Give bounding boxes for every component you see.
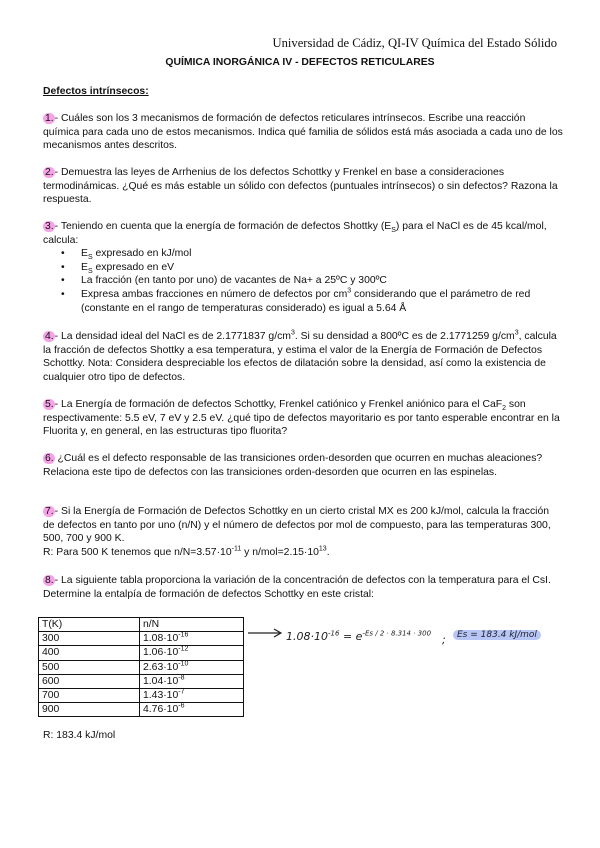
table-row [39, 632, 244, 646]
list-item: • Expresa ambas fracciones en número de defectos por $cm^3$ considerando que el parámetro de red (constante en el rango de temperaturas considerado) es igual a 5.64 Å [81, 288, 563, 315]
question-4: 4.- La densidad ideal del NaCl es de 2.1771837 $g/cm^3$. Si su densidad a 800ºC es de 2.1771259 $g/cm^3$, calcula la fracción de defectos Shottky a esa temperatura, y estima el valor de la Energía de Formación de Defectos Schottky. Nota: Considera despreciable los efectos de dilatación sobre la densidad, así como la existencia de cualquier otro tipo de defectos. [43, 329, 557, 383]
question-3: 3.- Teniendo en cuenta que la energía de formación de defectos Shottky $(E_S)$ para el NaCl es de 45 kcal/mol, calcula: • $E_S$ expresado en kJ/mol • $E_S$ expresado en eV • La fracción (en tanto por uno) de vacantes de Na+ a 25ºC y 300ºC • Expresa ambas fracciones en número de defectos por $cm^3$ considerando que el parámetro de red (constante en el rango de temperaturas considerado) es igual a 5.64 Å [43, 220, 563, 315]
table-cell: $4.76\cdot 10^{-6}$ [140, 703, 244, 717]
question-8: 8.- La siguiente tabla proporciona la variación de la concentración de defectos con la temperatura para el CsI. Determine la entalpía de formación de defectos Schottky en este cristal: [43, 575, 551, 600]
question-number: 6. [45, 453, 54, 464]
question-number: 5. [45, 399, 54, 410]
table-cell: 500 [39, 660, 140, 674]
table-header: T(K) [39, 618, 140, 632]
table-cell: 900 [39, 703, 140, 717]
table-row [39, 703, 244, 717]
question-7-answer: R: Para 500 K tenemos que $n/N=3.57\cdot 10^{-11}$ y $n/mol=2.15\cdot 10^{13}$. [43, 545, 330, 558]
question-5: 5.- La Energía de formación de defectos Schottky, Frenkel catiónico y Frenkel aniónico para el CaF$_2$ son respectivamente: 5.5 eV, 7 eV y 2.5 eV. ¿qué tipo de defectos mayoritario es por tanto esperable encontrar en la Fluorita y, en general, en las estructuras tipo fluorita? [43, 399, 560, 438]
table-cell: 700 [39, 689, 140, 703]
question-number: 3. [45, 221, 54, 232]
page-header: Universidad de Cádiz, QI-IV Química del Estado Sólido [272, 36, 557, 50]
table-cell: $1.04\cdot 10^{-8}$ [140, 674, 244, 688]
data-table-container [38, 617, 244, 717]
handwritten-result [453, 630, 541, 640]
table-row [39, 674, 244, 688]
question-number: 1. [45, 113, 54, 124]
handwritten-equation: $1.08\cdot 10^{-16} = e^{-Es / 2 \cdot 8.314 \cdot 300}$ [286, 629, 432, 643]
list-item: • $E_S$ expresado en kJ/mol [81, 247, 563, 261]
data-table [38, 617, 244, 717]
table-row [39, 660, 244, 674]
table-cell: 600 [39, 674, 140, 688]
question-6: 6. ¿Cuál es el defecto responsable de las transiciones orden-desorden que ocurren en muchas aleaciones? Relaciona este tipo de defectos con las transiciones orden-desorden que ocurren en las espinelas. [43, 453, 543, 478]
table-row [39, 646, 244, 660]
list-item: • $E_S$ expresado en eV [81, 261, 563, 275]
handwritten-semicolon: ; [442, 633, 446, 646]
page-title: QUÍMICA INORGÁNICA IV - DEFECTOS RETICULARES [165, 57, 435, 68]
list-item: • La fracción (en tanto por uno) de vacantes de Na+ a 25ºC y 300ºC [81, 274, 563, 288]
question-8-answer: R: 183.4 kJ/mol [43, 730, 116, 741]
table-header-row [39, 618, 244, 632]
question-3-list [43, 247, 563, 315]
question-2: 2.- Demuestra las leyes de Arrhenius de los defectos Schottky y Frenkel en base a consideraciones termodinámicas. ¿Qué es más estable un sólido con defectos (puntuales intrínsecos) o sin defectos? Razona la respuesta. [43, 167, 558, 206]
table-cell: $1.43\cdot 10^{-7}$ [140, 689, 244, 703]
question-1: 1.- Cuáles son los 3 mecanismos de formación de defectos reticulares intrínsecos. Escribe una reacción química para cada uno de estos mecanismos. Indica qué familia de sólidos está más asociada a cada uno de los mecanismos antes descritos. [43, 113, 563, 152]
table-cell: 300 [39, 632, 140, 646]
table-cell: $2.63\cdot 10^{-10}$ [140, 660, 244, 674]
question-7: 7.- Si la Energía de Formación de Defectos Schottky en un cierto cristal MX es 200 kJ/mol, calcula la fracción de defectos en tanto por uno (n/N) y el número de defectos por mol de compuesto, para las temperaturas 300, 500, 700 y 900 K. R: Para 500 K tenemos que $n/N=3.57\cdot 10^{-11}$ y $n/mol=2.15\cdot 10^{13}$. [43, 505, 563, 559]
question-number: 2. [45, 167, 54, 178]
table-cell: $1.06\cdot 10^{-12}$ [140, 646, 244, 660]
question-number: 7. [45, 506, 54, 517]
highlighted-result: Es = 183.4 kJ/mol [453, 630, 541, 640]
table-cell: $1.08\cdot 10^{-16}$ [140, 632, 244, 646]
section-heading: Defectos intrínsecos: [43, 86, 149, 97]
question-number: 4. [45, 331, 54, 342]
question-number: 8. [45, 575, 54, 586]
table-header: n/N [140, 618, 244, 632]
table-row [39, 689, 244, 703]
handwritten-arrow-icon [246, 627, 286, 639]
table-cell: 400 [39, 646, 140, 660]
